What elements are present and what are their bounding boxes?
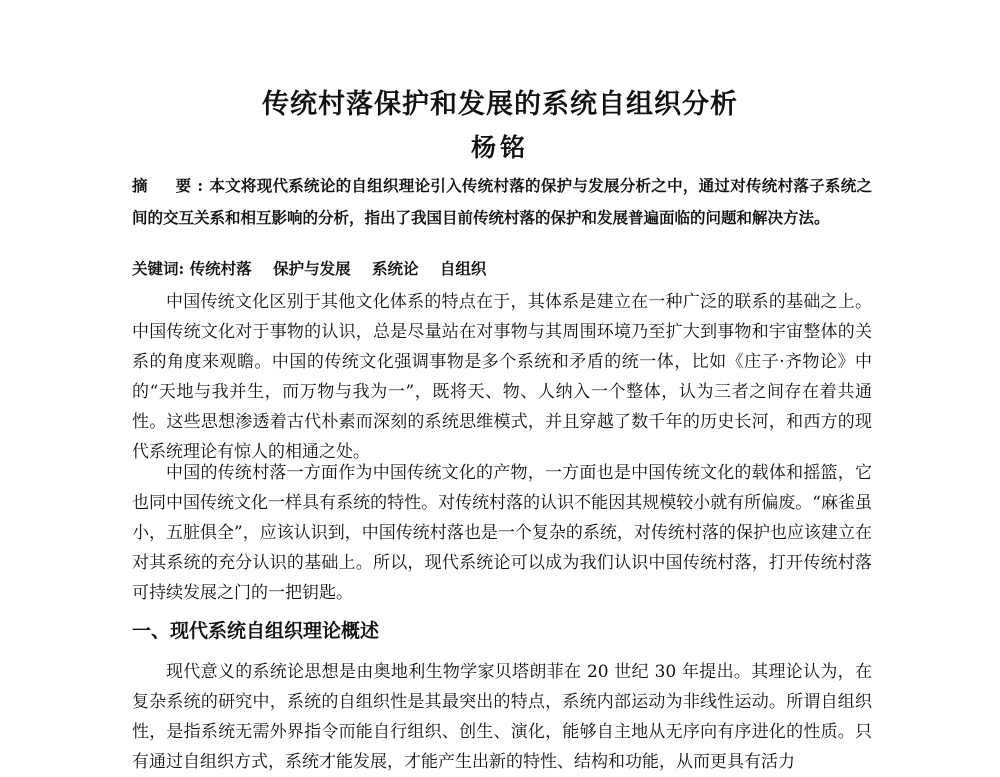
section-heading: 一、现代系统自组织理论概述 [132, 620, 380, 642]
paragraph-text: 中国的传统村落一方面作为中国传统文化的产物，一方面也是中国传统文化的载体和摇篮，它也同中国传统文化一样具有系统的特性。对传统村落的认识不能因其规模较小就有所偏废。“麻雀虽小，五脏俱全”，应该认识到，中国传统村落也是一个复杂的系统，对传统村落的保护也应该建立在对其系统的充分认识的基础上。所以，现代系统论可以成为我们认识中国传统村落，打开传统村落可持续发展之门的一把钥匙。 [132, 463, 872, 603]
keyword-item: 传统村落 [189, 259, 252, 278]
author-name: 杨铭 [470, 133, 529, 162]
paper-title: 传统村落保护和发展的系统自组织分析 [262, 89, 738, 120]
keyword-item: 系统论 [371, 259, 419, 278]
keywords-label: 关键词: [132, 259, 185, 278]
paragraph-text: 中国传统文化区别于其他文化体系的特点在于，其体系是建立在一种广泛的联系的基础之上。中国传统文化对于事物的认识，总是尽量站在对事物与其周围环境乃至扩大到事物和宇宙整体的关系的角度来观瞻。中国的传统文化强调事物是多个系统和矛盾的统一体，比如《庄子·齐物论》中的“天地与我并生，而万物与我为一”，既将天、物、人纳入一个整体，认为三者之间存在着共通性。这些思想渗透着古代朴素而深刻的系统思维模式，并且穿越了数千年的历史长河，和西方的现代系统理论有惊人的相通之处。 [132, 292, 872, 462]
paragraph-text: 现代意义的系统论思想是由奥地利生物学家贝塔朗菲在 20 世纪 30 年提出。其理论认为，在复杂系统的研究中，系统的自组织性是其最突出的特点，系统内部运动为非线性运动。所谓自组织性，是指系统无需外界指令而能自行组织、创生、演化，能够自主地从无序向有序进化的性质。只有通过自组织方式，系统才能发展，才能产生出新的特性、结构和功能，从而更具有活力 [132, 662, 872, 772]
body-paragraph-1 [132, 287, 872, 467]
abstract [132, 170, 872, 234]
abstract-label: 摘 要: [132, 176, 210, 195]
body-paragraph-3 [132, 657, 872, 777]
keyword-item: 自组织 [439, 259, 487, 278]
body-paragraph-2 [132, 458, 872, 608]
abstract-text: 本文将现代系统论的自组织理论引入传统村落的保护与发展分析之中，通过对传统村落子系统之间的交互关系和相互影响的分析，指出了我国目前传统村落的保护和发展普遍面临的问题和解决方法。 [132, 176, 872, 227]
keywords [132, 255, 872, 283]
keyword-item: 保护与发展 [273, 259, 351, 278]
